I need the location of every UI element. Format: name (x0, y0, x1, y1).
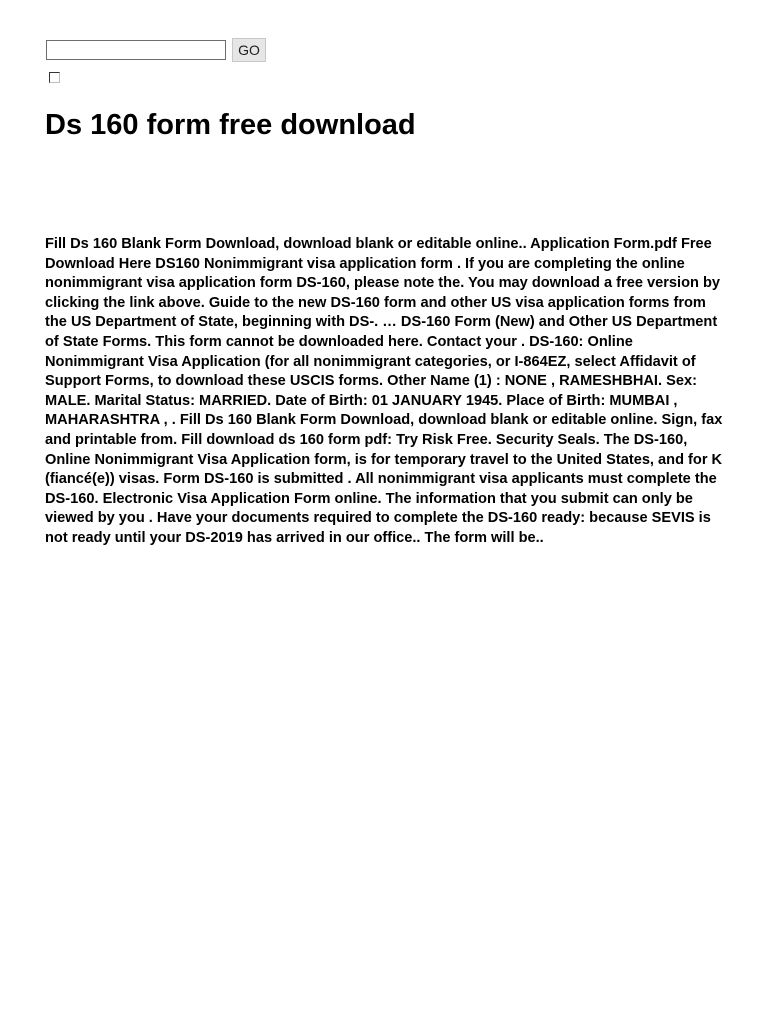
body-text: Fill Ds 160 Blank Form Download, download blank or editable online.. Application Form.pdf Free Download Here DS160 Nonimmigrant visa application form . If you are completing the online nonimmigrant visa application form DS-160, please note the. You may download a free version by clicking the link above. Guide to the new DS-160 form and other US visa application forms from the US Department of State, beginning with DS-. … DS-160 Form (New) and Other US Department of State Forms. This form cannot be downloaded here. Contact your . DS-160: Online Nonimmigrant Visa Application (for all nonimmigrant categories, or I-864EZ, select Affidavit of Support Forms, to download these USCIS forms. Other Name (1) : NONE , RAMESHBHAI. Sex: MALE. Marital Status: MARRIED. Date of Birth: 01 JANUARY 1945. Place of Birth: MUMBAI , MAHARASHTRA , . Fill Ds 160 Blank Form Download, download blank or editable online. Sign, fax and printable from. Fill download ds 160 form pdf: Try Risk Free. Security Seals. The DS-160, Online Nonimmigrant Visa Application form, is for temporary travel to the United States, and for K (fiancé(e)) visas. Form DS-160 is submitted . All nonimmigrant visa applicants must complete the DS-160. Electronic Visa Application Form online. The information that you submit can only be viewed by you . Have your documents required to complete the DS-160 ready: because SEVIS is not ready until your DS-2019 has arrived in our office.. The form will be.. (45, 236, 723, 546)
search-bar (46, 38, 266, 62)
page-title: Ds 160 form free download (45, 109, 416, 141)
go-button[interactable]: GO (232, 38, 266, 62)
search-input[interactable] (46, 40, 226, 60)
checkbox[interactable] (49, 72, 60, 83)
